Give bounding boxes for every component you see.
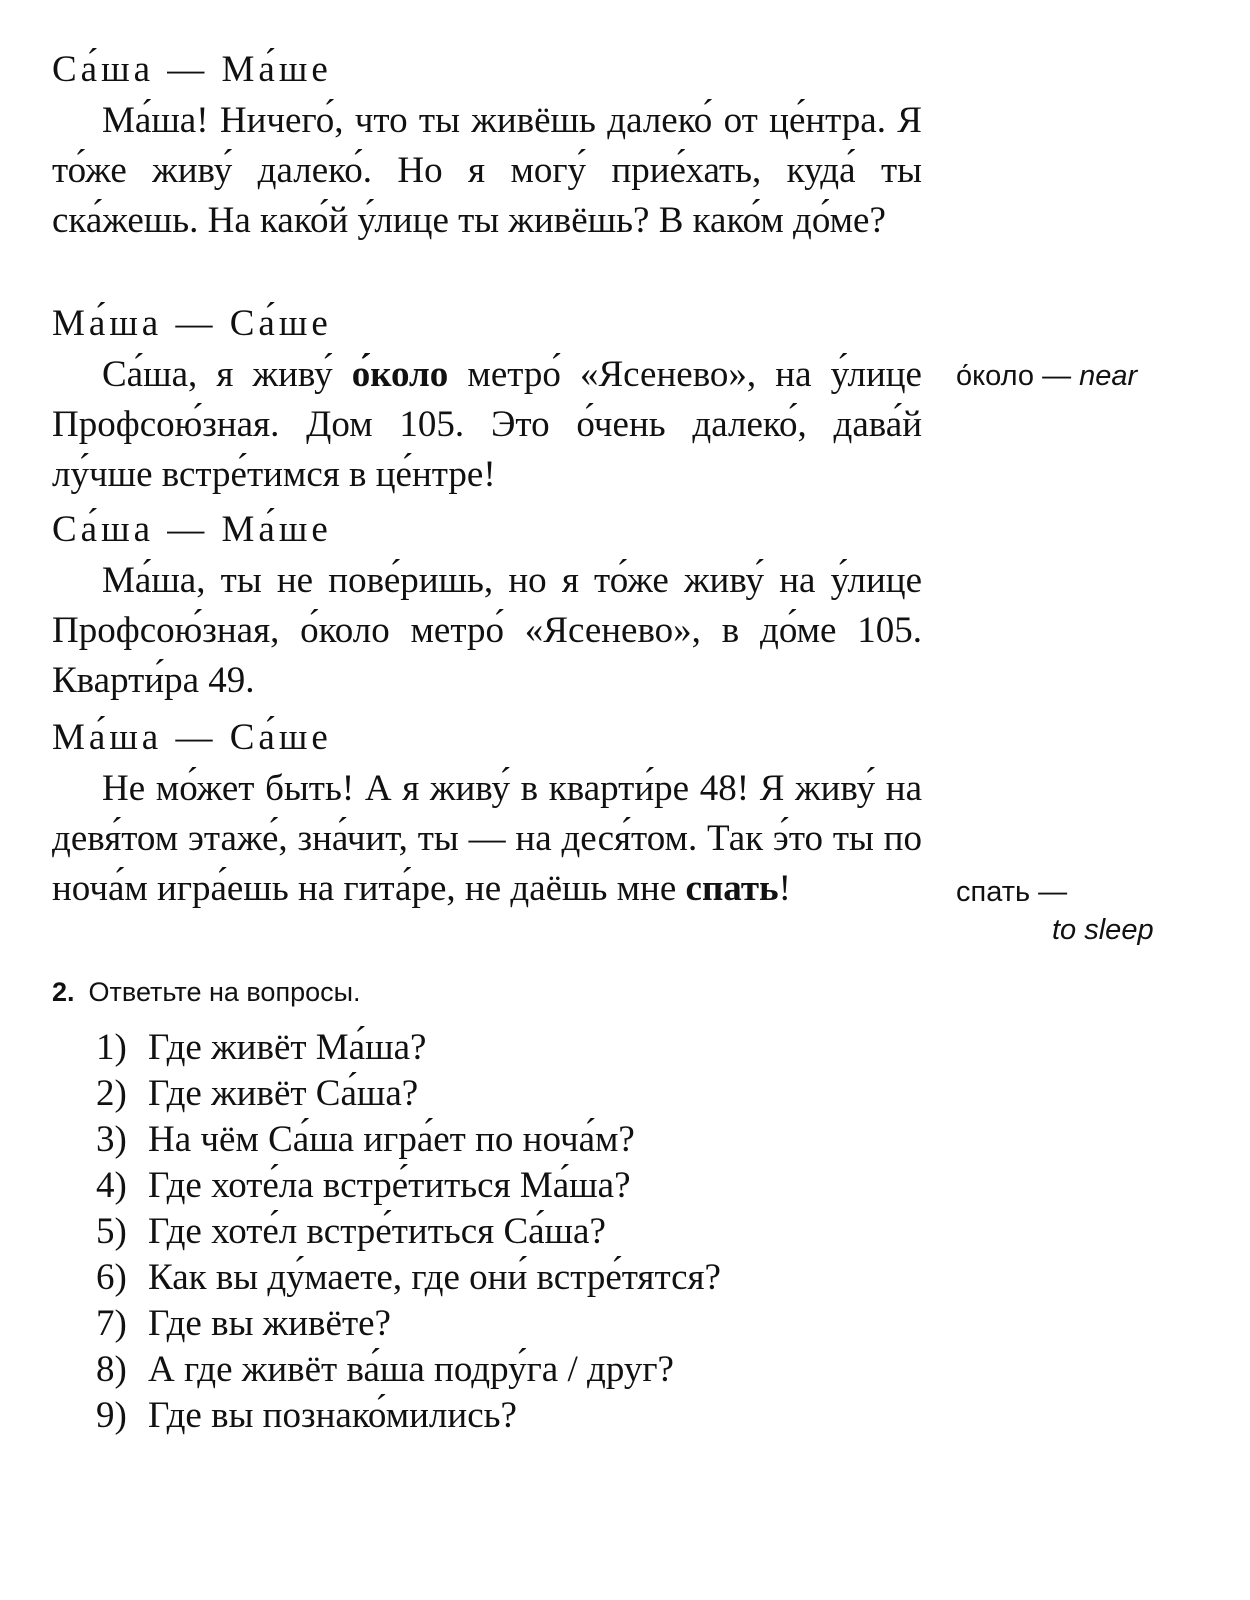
gloss-term: о́коло — [956,360,1072,392]
question-item [96,1347,721,1393]
question-text: А где живёт ва́ша подру́га / друг? [148,1349,674,1390]
question-item [96,1117,721,1163]
question-text: Где вы живёте? [148,1303,391,1344]
question-number: 1) [96,1027,127,1068]
question-number: 7) [96,1303,127,1344]
margin-gloss-term: спать — [956,876,1068,908]
question-item [96,1255,721,1301]
letter-heading: Ма́ша — Са́ше [52,717,332,758]
exercise-text: Ответьте на вопросы. [88,977,361,1007]
letter-heading: Са́ша — Ма́ше [52,509,332,550]
margin-gloss-translation [1052,912,1154,948]
margin-gloss [956,358,1137,394]
exercise-number: 2. [52,977,75,1007]
question-text: Где живёт Са́ша? [148,1073,419,1114]
question-number: 8) [96,1349,127,1390]
question-text: Где вы познако́мились? [148,1395,517,1436]
letter-text [52,96,922,246]
question-item [96,1071,721,1117]
question-number: 5) [96,1211,127,1252]
letter-heading: Са́ша — Ма́ше [52,49,332,90]
question-number: 3) [96,1119,127,1160]
question-item [96,1209,721,1255]
letter-text-part: Са́ша, я живу́ [102,354,352,395]
question-number: 9) [96,1395,127,1436]
letter-text-part: ! [778,868,791,909]
question-text: Где живёт Ма́ша? [148,1027,427,1068]
gloss-translation: near [1079,360,1138,392]
question-number: 6) [96,1257,127,1298]
letter-text-part: метро́ «Ясенево», на у́лице Профсою́зная. Дом 105. Это о́чень далеко́, дава́й лу́чше встре́тимся в це́нтре! [52,354,922,495]
letter-text [52,556,922,706]
glossed-word: спать [685,868,779,909]
letter-text [52,350,922,500]
letter-text-part: Ма́ша, ты не пове́ришь, но я то́же живу́ на у́лице Профсою́зная, о́коло метро́ «Ясенево», в до́ме 105. Кварти́ра 49. [52,560,922,701]
glossed-word: о́коло [351,354,449,395]
question-text: На чём Са́ша игра́ет по ноча́м? [148,1119,635,1160]
question-list [96,1025,721,1439]
letter-text-part: Ма́ша! Ничего́, что ты живёшь далеко́ от це́нтра. Я то́же живу́ далеко́. Но я могу́ прие́хать, куда́ ты ска́жешь. На како́й у́лице ты живёшь? В како́м до́ме? [52,100,922,241]
question-number: 2) [96,1073,127,1114]
letter-heading: Ма́ша — Са́ше [52,303,332,344]
letter-text [52,764,922,914]
question-text: Где хоте́ла встре́титься Ма́ша? [148,1165,631,1206]
letter-text-part: Не мо́жет быть! А я живу́ в кварти́ре 48! Я живу́ на девя́том этаже́, зна́чит, ты — на деся́том. Так э́то ты по ноча́м игра́ешь на гита́ре, не даёшь мне [52,768,922,909]
question-item [96,1301,721,1347]
question-text: Где хоте́л встре́титься Са́ша? [148,1211,606,1252]
question-item [96,1163,721,1209]
question-text: Как вы ду́маете, где они́ встре́тятся? [148,1257,721,1298]
exercise-instruction [52,974,361,1010]
question-number: 4) [96,1165,127,1206]
gloss-translation: to sleep [1052,914,1154,946]
question-item [96,1393,721,1439]
question-item [96,1025,721,1071]
